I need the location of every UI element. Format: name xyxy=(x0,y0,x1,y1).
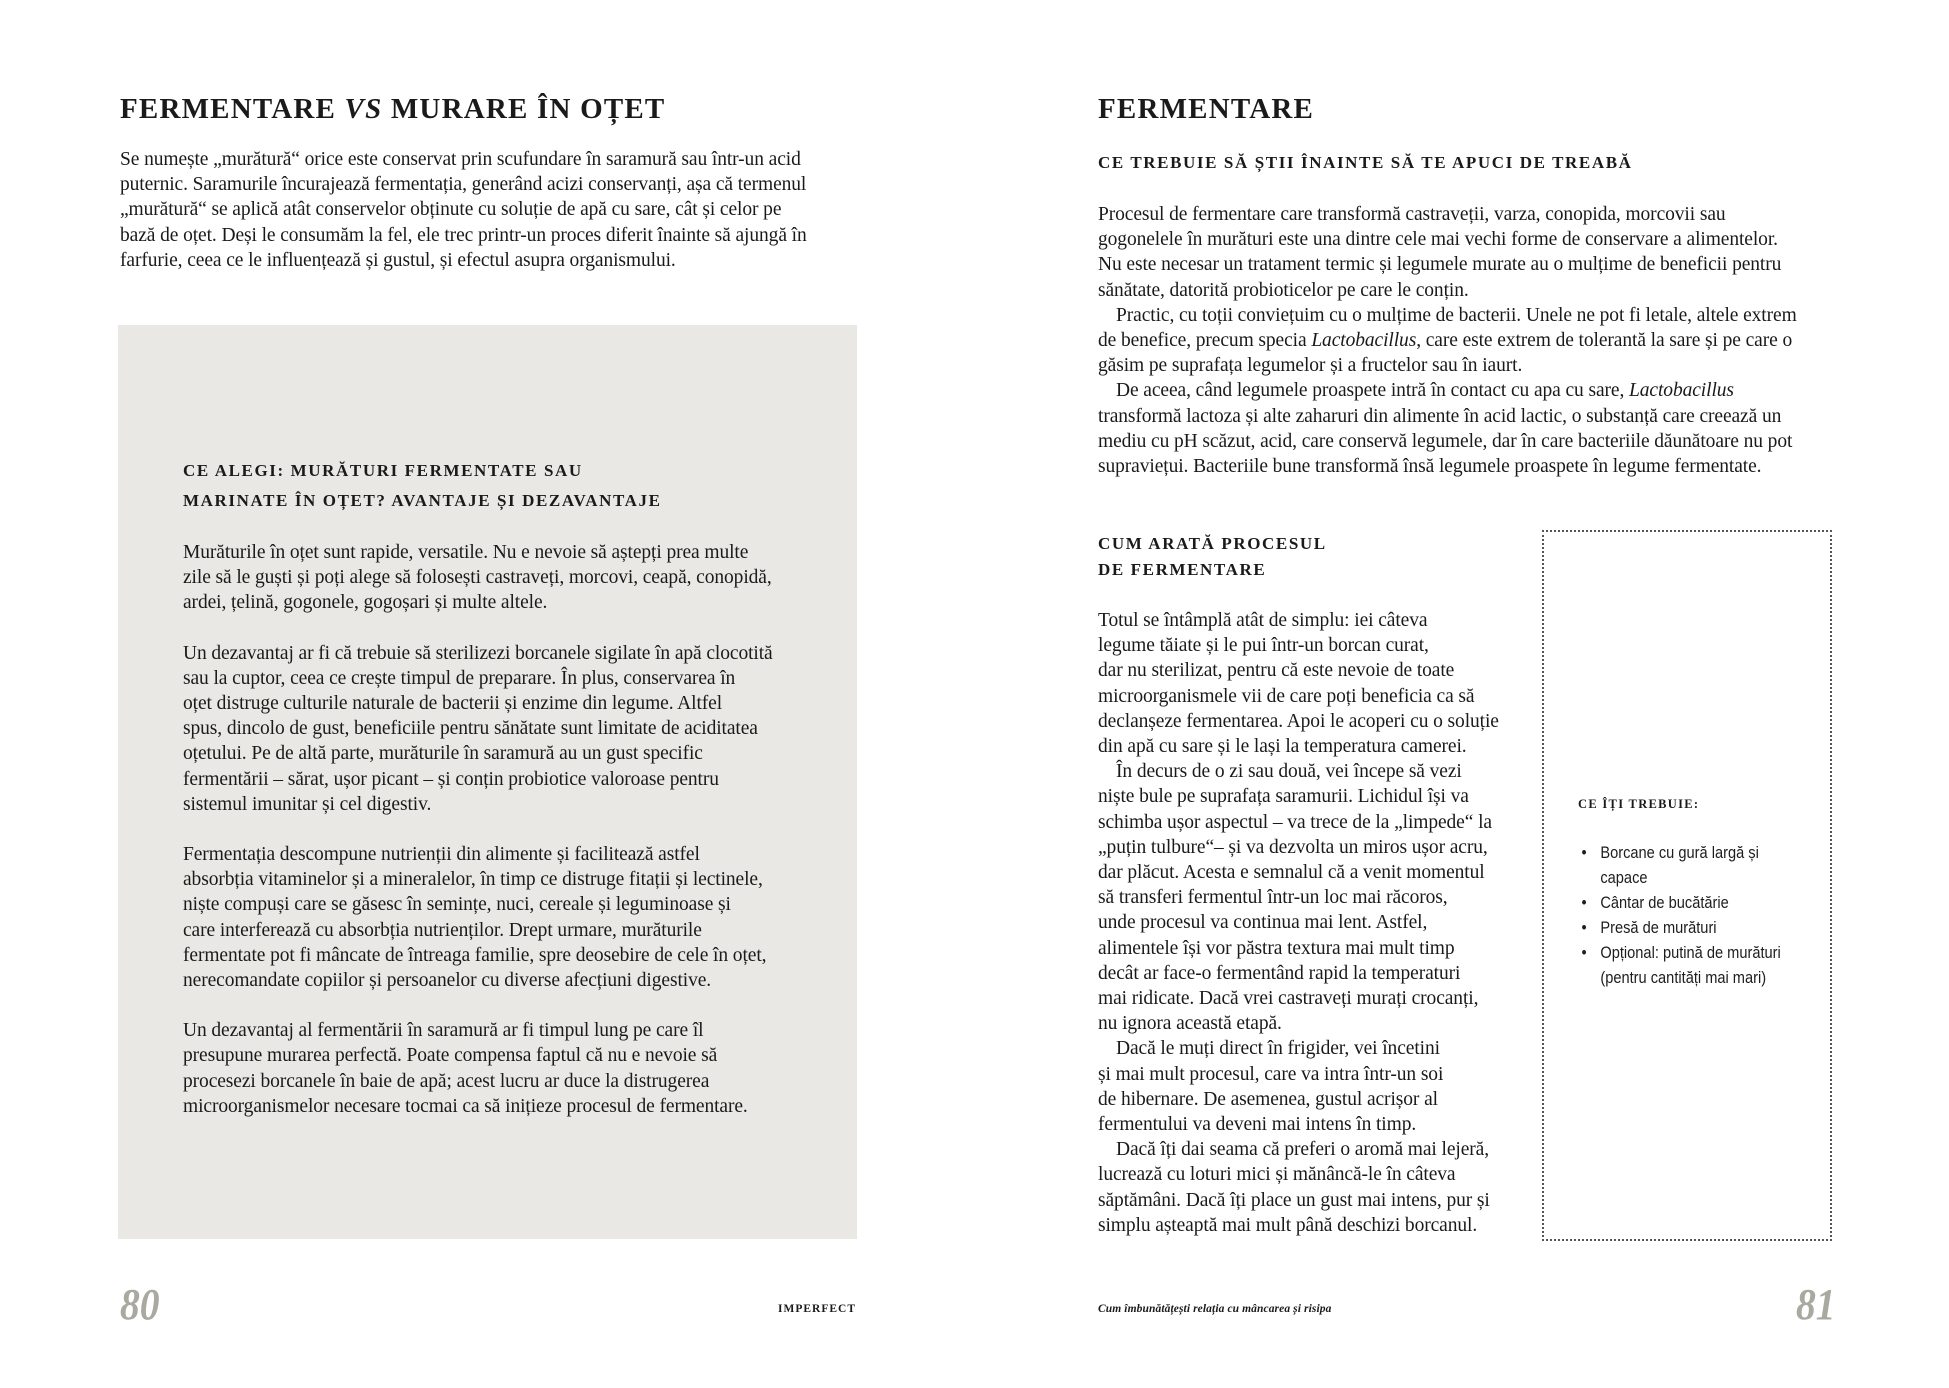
list-item xyxy=(1578,890,1827,915)
text-line: găsim pe suprafața legumelor și a fructelor sau în iaurt. xyxy=(1098,355,1523,377)
text-line: dar plăcut. Acesta e semnalul că a venit momentul xyxy=(1098,862,1485,884)
text-line: sistemul imunitar și cel digestiv. xyxy=(183,793,432,815)
right-page-subheading: CE TREBUIE SĂ ȘTII ÎNAINTE SĂ TE APUCI DE TREABĂ xyxy=(1098,153,1633,172)
text-line: farfurie, ceea ce le influențează și gustul, și efectul asupra organismului. xyxy=(120,249,676,271)
text-line: Un dezavantaj al fermentării în saramură ar fi timpul lung pe care îl xyxy=(183,1020,704,1042)
list-item-line: Borcane cu gură largă și xyxy=(1600,843,1759,862)
text-line: nerecomandate copiilor și persoanelor cu diverse afecțiuni digestive. xyxy=(183,970,712,992)
title-text: FERMENTARE xyxy=(120,93,345,125)
text-line: declanșeze fermentarea. Apoi le acoperi cu o soluție xyxy=(1098,710,1499,732)
text-line: ardei, țelină, gogonele, gogoșari și multe altele. xyxy=(183,592,548,614)
running-title-left: IMPERFECT xyxy=(778,1303,856,1315)
bullet-icon: • xyxy=(1581,943,1587,962)
species-name-italic: Lactobacillus xyxy=(1311,330,1417,352)
text-line: care interferează cu absorbția nutrienților. Drept urmare, murăturile xyxy=(183,919,702,941)
list-item xyxy=(1578,840,1827,890)
text-line: supraviețui. Bacteriile bune transformă însă legumele proaspete în legume fermentate. xyxy=(1098,456,1762,478)
list-item-line: Cântar de bucătărie xyxy=(1600,893,1729,912)
text-line: unde procesul va continua mai lent. Astfel, xyxy=(1098,912,1428,934)
species-name-italic: Lactobacillus xyxy=(1629,380,1734,402)
text-line: sau la cuptor, ceea ce crește timpul de preparare. În plus, conservarea în xyxy=(183,667,736,689)
running-title-right: Cum îmbunătățești relația cu mâncarea și risipa xyxy=(1098,1303,1332,1315)
bullet-icon: • xyxy=(1581,843,1587,862)
text-line: fermentării – sărat, ușor picant – și conțin probiotice valoroase pentru xyxy=(183,768,719,790)
text-line: să transferi fermentul într-un loc mai răcoros, xyxy=(1098,887,1448,909)
text-line: transformă lactoza și alte zaharuri din alimente în acid lactic, o substanță care creează un xyxy=(1098,405,1782,427)
text-line: de hibernare. De asemenea, gustul acrișor al xyxy=(1098,1088,1438,1110)
comparison-box-content xyxy=(183,456,823,1119)
text-line: Dacă le muți direct în frigider, vei încetini xyxy=(1116,1038,1440,1060)
title-vs-italic: VS xyxy=(344,93,383,125)
text-line: microorganismele vii de care poți beneficia ca să xyxy=(1098,685,1475,707)
text-span: De aceea, când legumele proaspete intră în contact cu apa cu sare, xyxy=(1116,380,1630,402)
title-text: MURARE ÎN OȚET xyxy=(382,93,666,125)
process-body xyxy=(1098,608,1538,1238)
right-intro-text xyxy=(1098,202,1858,479)
text-line: Un dezavantaj ar fi că trebuie să sterilizezi borcanele sigilate în apă clocotită xyxy=(183,642,773,664)
list-item-line: (pentru cantități mai mari) xyxy=(1600,968,1767,987)
text-line: mai ridicate. Dacă vrei castraveți murați crocanți, xyxy=(1098,988,1479,1010)
text-line: spus, dincolo de gust, beneficiile pentru sănătate sunt limitate de aciditatea xyxy=(183,718,758,740)
text-line: Murăturile în oțet sunt rapide, versatile. Nu e nevoie să aștepți prea multe xyxy=(183,542,749,563)
bullet-icon: • xyxy=(1581,893,1587,912)
heading-line: DE FERMENTARE xyxy=(1098,560,1267,579)
text-line: mediu cu pH scăzut, acid, care conservă legumele, dar în care bacteriile dăunătoare nu pot xyxy=(1098,430,1793,452)
text-line: legume tăiate și le pui într-un borcan curat, xyxy=(1098,635,1429,657)
list-item-line: Opțional: putină de murături xyxy=(1600,943,1781,962)
text-line: procesezi borcanele în baie de apă; acest lucru ar duce la distrugerea xyxy=(183,1070,710,1092)
text-line: bază de oțet. Deși le consumăm la fel, ele trec printr-un proces diferit înainte să ajungă în xyxy=(120,224,807,246)
right-page-title: FERMENTARE xyxy=(1098,93,1315,125)
text-line: Dacă îți dai seama că preferi o aromă mai lejeră, xyxy=(1116,1139,1489,1161)
comparison-box-heading xyxy=(183,456,823,516)
text-line xyxy=(1098,378,1858,403)
bullet-icon: • xyxy=(1581,918,1587,937)
text-line: În decurs de o zi sau două, vei începe să vezi xyxy=(1116,761,1462,783)
needs-sidebar-content xyxy=(1578,797,1828,990)
text-line: Totul se întâmplă atât de simplu: iei câteva xyxy=(1098,610,1428,631)
left-page-title xyxy=(120,92,665,126)
needs-title: CE ÎȚI TREBUIE: xyxy=(1578,797,1700,811)
text-line: niște bule pe suprafața saramurii. Lichidul își va xyxy=(1098,786,1469,808)
list-item-line: capace xyxy=(1600,868,1648,887)
text-line: presupune murarea perfectă. Poate compensa faptul că nu e nevoie să xyxy=(183,1045,718,1067)
comparison-box-body xyxy=(183,540,823,1119)
text-line xyxy=(1098,328,1858,353)
text-line: Nu este necesar un tratament termic și legumele murate au o mulțime de beneficii pentru xyxy=(1098,254,1782,276)
text-line: și mai mult procesul, care va intra într-un soi xyxy=(1098,1063,1444,1085)
text-line: niște compuși care se găsesc în semințe, nuci, cereale și leguminoase și xyxy=(183,894,731,916)
text-line: sănătate, datorită probioticelor pe care le conțin. xyxy=(1098,279,1469,301)
process-heading xyxy=(1098,531,1538,583)
text-line: Fermentația descompune nutrienții din alimente și facilitează astfel xyxy=(183,844,700,866)
text-span: , care este extrem de tolerantă la sare și pe care o xyxy=(1416,330,1793,352)
text-line: oțetului. Pe de altă parte, murăturile în saramură au un gust specific xyxy=(183,743,703,765)
text-line: Se numește „murătură“ orice este conservat prin scufundare în saramură sau într-un acid xyxy=(120,149,801,170)
left-intro-paragraph xyxy=(120,147,860,273)
text-line: dar nu sterilizat, pentru că este nevoie de toate xyxy=(1098,660,1455,682)
heading-line: CE ALEGI: MURĂTURI FERMENTATE SAU xyxy=(183,461,583,480)
text-line: fermentului va deveni mai intens în timp. xyxy=(1098,1114,1417,1136)
text-line: nu ignora această etapă. xyxy=(1098,1013,1282,1035)
text-line: „puțin tulbure“– și va dezvolta un miros ușor acru, xyxy=(1098,836,1488,858)
process-section xyxy=(1098,531,1538,1238)
text-line: lucrează cu loturi mici și mănâncă-le în câteva xyxy=(1098,1164,1456,1186)
text-line: microorganismelor necesare tocmai ca să inițieze procesul de fermentare. xyxy=(183,1095,748,1117)
text-line: Practic, cu toții conviețuim cu o mulțime de bacterii. Unele ne pot fi letale, altele extrem xyxy=(1116,304,1797,326)
heading-line: MARINATE ÎN OȚET? AVANTAJE ȘI DEZAVANTAJE xyxy=(183,491,662,510)
text-line: gogonelele în murături este una dintre cele mai vechi forme de conservare a alimentelor. xyxy=(1098,229,1778,251)
text-line: simplu așteaptă mai mult până deschizi borcanul. xyxy=(1098,1214,1478,1236)
heading-line: CUM ARATĂ PROCESUL xyxy=(1098,534,1327,553)
text-line: Procesul de fermentare care transformă castraveții, varza, conopida, morcovii sau xyxy=(1098,204,1726,225)
text-span: de benefice, precum specia xyxy=(1098,330,1312,352)
page-number-right: 81 xyxy=(1796,1280,1836,1329)
text-line: oțet distruge culturile naturale de bacterii și enzime din legume. Altfel xyxy=(183,693,723,715)
text-line: zile să le guști și poți alege să folosești castraveți, morcovi, ceapă, conopidă, xyxy=(183,567,772,589)
text-line: din apă cu sare și le lași la temperatura camerei. xyxy=(1098,736,1467,758)
needs-list xyxy=(1578,840,1827,990)
text-line: schimba ușor aspectul – va trece de la „limpede“ la xyxy=(1098,811,1492,833)
text-line: alimentele își vor păstra textura mai mult timp xyxy=(1098,937,1455,959)
text-line: fermentate pot fi mâncate de întreaga familie, spre deosebire de cele în oțet, xyxy=(183,944,767,966)
list-item xyxy=(1578,940,1827,990)
text-line: absorbția vitaminelor și a mineralelor, în timp ce distruge fitații și lectinele, xyxy=(183,869,763,891)
text-line: puternic. Saramurile încurajează fermentația, generând acizi conservanți, așa că termenul xyxy=(120,174,807,196)
list-item xyxy=(1578,915,1827,940)
list-item-line: Presă de murături xyxy=(1600,918,1717,937)
text-line: săptămâni. Dacă îți place un gust mai intens, pur și xyxy=(1098,1189,1490,1211)
text-line: „murătură“ se aplică atât conservelor obținute cu soluție de apă cu sare, cât și celor pe xyxy=(120,199,782,221)
page-number-left: 80 xyxy=(120,1280,160,1329)
text-line: decât ar face-o fermentând rapid la temperaturi xyxy=(1098,962,1461,984)
